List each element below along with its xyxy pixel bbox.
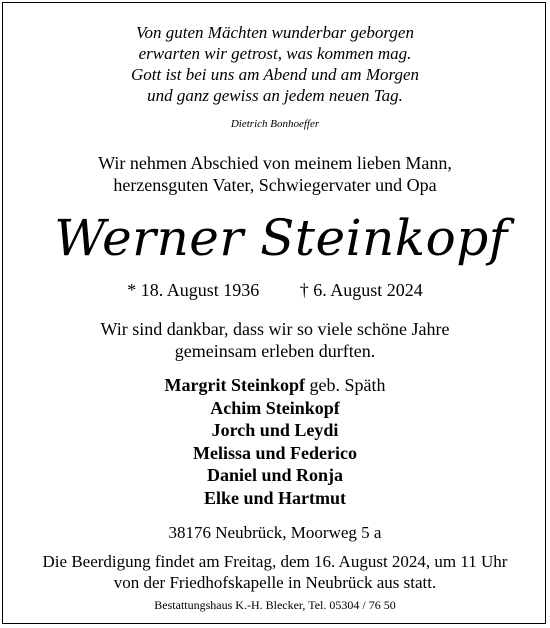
family-member [0,464,550,487]
maiden-name: geb. Späth [304,375,386,395]
family-list [0,374,550,509]
funeral-line: Die Beerdigung findet am Freitag, dem 16. August 2024, um 11 Uhr [42,552,508,571]
thanks-text [0,318,550,362]
death-date: † 6. August 2024 [299,280,423,300]
deceased-name: Werner Steinkopf [54,209,508,267]
family-member [0,442,550,465]
family-member-name: Achim Steinkopf [210,397,340,418]
undertaker-info: Bestattungshaus K.-H. Blecker, Tel. 05304 / 76 50 [154,598,396,612]
birth-date: * 18. August 1936 [127,280,260,300]
poem-author: Dietrich Bonhoeffer [230,118,320,130]
family-member-name: Elke und Hartmut [203,487,347,508]
thanks-line: gemeinsam erleben durften. [174,341,376,361]
poem-line: Gott ist bei uns am Abend und am Morgen [130,65,420,84]
family-member [0,397,550,420]
address: 38176 Neubrück, Moorweg 5 a [168,523,382,542]
family-member [0,419,550,442]
farewell-text [0,152,550,196]
family-member-name: Jorch und Leydi [211,420,339,440]
farewell-line: Wir nehmen Abschied von meinem lieben Mann, [98,153,452,173]
funeral-line: von der Friedhofskapelle in Neubrück aus statt. [113,573,437,592]
poem-line: und ganz gewiss an jedem neuen Tag. [147,86,403,105]
life-dates [0,279,550,301]
farewell-line: herzensguten Vater, Schwiegervater und Opa [113,175,437,195]
family-member-name: Melissa und Federico [193,442,357,463]
family-member-name: Margrit Steinkopf [164,375,305,395]
family-member-name: Daniel und Ronja [206,465,344,485]
thanks-line: Wir sind dankbar, dass wir so viele schöne Jahre [100,319,450,339]
family-member [0,487,550,510]
family-member [0,374,550,397]
poem-line: erwarten wir getrost, was kommen mag. [138,44,412,63]
funeral-info [0,551,550,593]
poem [0,22,550,106]
poem-line: Von guten Mächten wunderbar geborgen [136,23,414,42]
